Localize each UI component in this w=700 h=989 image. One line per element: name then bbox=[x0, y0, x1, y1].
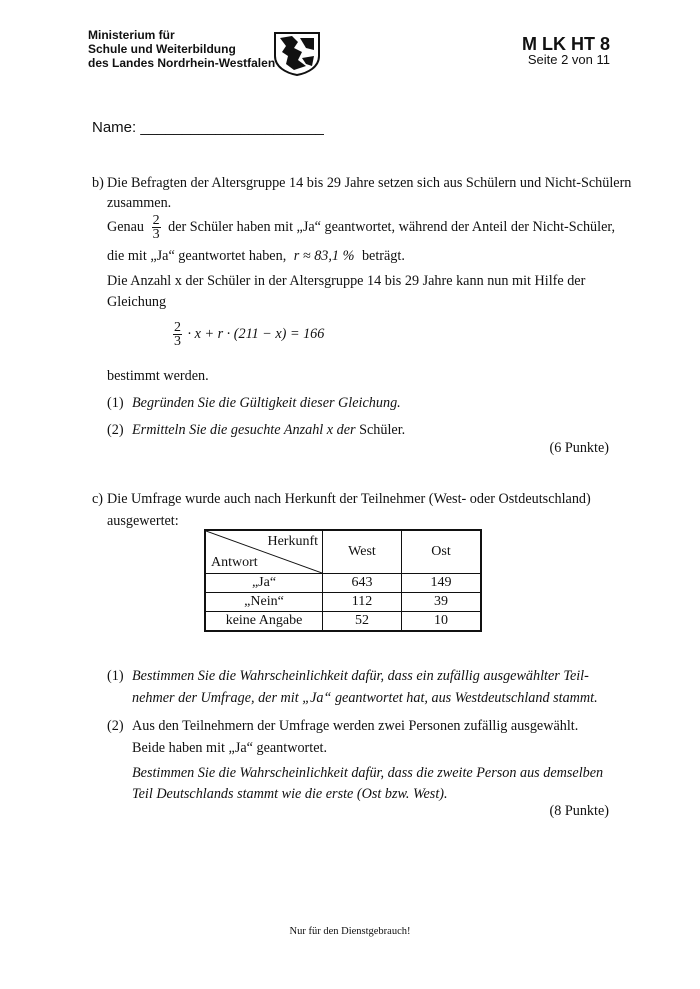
row-label: „Ja“ bbox=[205, 574, 323, 593]
task-b-line-6: Gleichung bbox=[107, 294, 167, 310]
task-b-line-1: Die Befragten der Altersgruppe 14 bis 29 Jahre setzen sich aus Schülern und Nicht-Schülern bbox=[107, 175, 632, 191]
origin-answer-table bbox=[204, 529, 482, 632]
r-approx-formula: r ≈ 83,1 % bbox=[293, 248, 355, 264]
task-b-line-4-pre: die mit „Ja“ geantwortet haben, bbox=[107, 248, 287, 264]
nrw-crest-logo bbox=[272, 30, 322, 76]
table-corner-cell bbox=[205, 530, 323, 574]
footer-note: Nur für den Dienstgebrauch! bbox=[289, 926, 411, 937]
table-cell: 52 bbox=[323, 612, 402, 632]
fraction-denominator: 3 bbox=[152, 227, 160, 243]
task-c-points: (8 Punkte) bbox=[549, 803, 609, 819]
task-b-line-3-post: der Schüler haben mit „Ja“ geantwortet, während der Anteil der Nicht-Schüler, bbox=[168, 219, 616, 235]
ministry-line-1: Ministerium für bbox=[88, 28, 175, 42]
ministry-line-3: des Landes Nordrhein-Westfalen bbox=[88, 56, 276, 70]
task-c-q2-number: (2) bbox=[107, 718, 124, 734]
task-b-line-7: bestimmt werden. bbox=[107, 368, 209, 384]
equation-fraction-numerator: 2 bbox=[174, 320, 181, 336]
page-indicator: Seite 2 von 11 bbox=[527, 52, 610, 67]
fraction-two-thirds bbox=[152, 214, 161, 241]
name-field[interactable]: Name: ______________________ bbox=[92, 119, 324, 136]
task-c-q2-line-4: Teil Deutschlands stammt wie die erste (Ost bzw. West). bbox=[132, 786, 448, 802]
task-b-line-2: zusammen. bbox=[107, 195, 172, 211]
task-b-line-3-pre: Genau bbox=[107, 219, 145, 235]
task-b-q2-italic: Ermitteln Sie die gesuchte Anzahl x der bbox=[132, 422, 356, 438]
contingency-table bbox=[204, 529, 482, 632]
task-c-q2-line-3: Bestimmen Sie die Wahrscheinlichkeit dafür, dass die zweite Person aus demselben bbox=[132, 765, 604, 781]
task-b-q1-number: (1) bbox=[107, 395, 124, 411]
ministry-name bbox=[88, 28, 275, 70]
task-c-line-1: Die Umfrage wurde auch nach Herkunft der Teilnehmer (West- oder Ostdeutschland) bbox=[107, 491, 591, 507]
col-header-ost: Ost bbox=[402, 530, 482, 574]
ministry-line-2: Schule und Weiterbildung bbox=[88, 42, 236, 56]
table-header-row bbox=[205, 530, 481, 574]
table-row bbox=[205, 612, 481, 632]
equation-fraction-denominator: 3 bbox=[174, 334, 181, 350]
col-header-west: West bbox=[323, 530, 402, 574]
table-cell: 149 bbox=[402, 574, 482, 593]
task-b-line-4 bbox=[107, 246, 405, 266]
equation bbox=[173, 316, 324, 352]
task-b-marker: b) bbox=[92, 175, 104, 191]
task-b-q1-text: Begründen Sie die Gültigkeit dieser Gleichung. bbox=[132, 395, 401, 411]
task-c-q2-line-2: Beide haben mit „Ja“ geantwortet. bbox=[132, 740, 328, 756]
fraction-numerator: 2 bbox=[152, 213, 160, 229]
task-c-line-2: ausgewertet: bbox=[107, 513, 179, 529]
task-c-q1-line-2: nehmer der Umfrage, der mit „Ja“ geantwortet hat, aus Westdeutschland stammt. bbox=[132, 690, 598, 706]
task-c-q1-number: (1) bbox=[107, 668, 124, 684]
task-b-points: (6 Punkte) bbox=[549, 440, 609, 456]
corner-label-antwort: Antwort bbox=[211, 555, 258, 570]
row-label: keine Angabe bbox=[205, 612, 323, 632]
table-cell: 10 bbox=[402, 612, 482, 632]
task-b-q2-text bbox=[132, 420, 405, 440]
equation-fraction bbox=[173, 321, 182, 348]
task-b-q2-normal: Schüler. bbox=[359, 422, 406, 438]
table-row bbox=[205, 574, 481, 593]
task-b-q2-number: (2) bbox=[107, 422, 124, 438]
table-cell: 112 bbox=[323, 593, 402, 612]
task-b-line-3 bbox=[107, 210, 615, 244]
table-cell: 39 bbox=[402, 593, 482, 612]
task-c-marker: c) bbox=[92, 491, 104, 507]
corner-label-herkunft: Herkunft bbox=[267, 534, 318, 549]
table-cell: 643 bbox=[323, 574, 402, 593]
task-c-q2-line-1: Aus den Teilnehmern der Umfrage werden zwei Personen zufällig ausgewählt. bbox=[132, 718, 579, 734]
table-row bbox=[205, 593, 481, 612]
task-b-line-5: Die Anzahl x der Schüler in der Altersgruppe 14 bis 29 Jahre kann nun mit Hilfe der bbox=[107, 273, 586, 289]
equation-body: · x + r · (211 − x) = 166 bbox=[187, 326, 325, 342]
task-b-line-4-post: beträgt. bbox=[361, 248, 405, 264]
exam-code: M LK HT 8 bbox=[522, 34, 610, 54]
row-label: „Nein“ bbox=[205, 593, 323, 612]
task-c-q1-line-1: Bestimmen Sie die Wahrscheinlichkeit dafür, dass ein zufällig ausgewählter Teil- bbox=[132, 668, 589, 684]
